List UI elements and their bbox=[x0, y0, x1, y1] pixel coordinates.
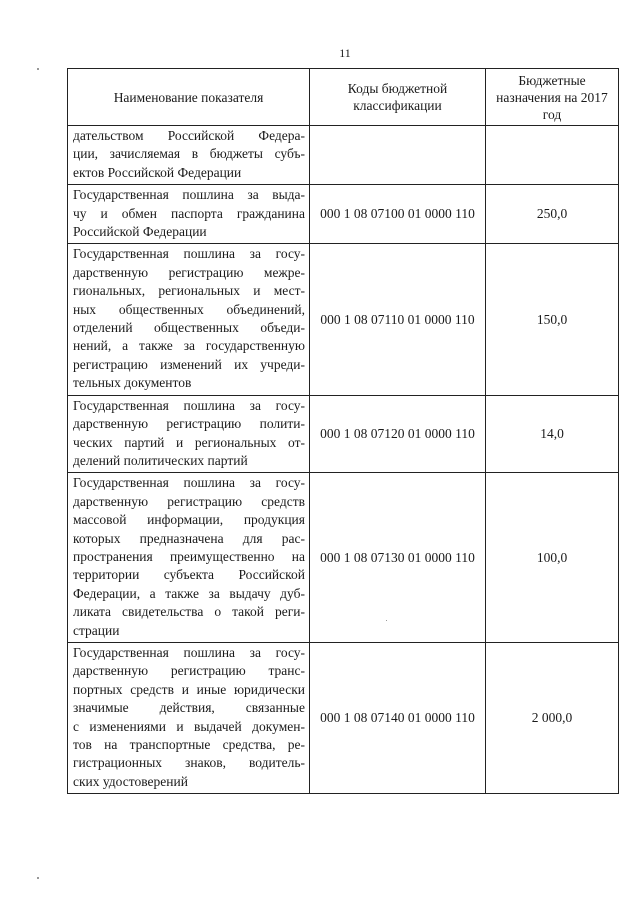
indicator-name-line: значимые действия, связанные bbox=[73, 700, 305, 716]
indicator-name-line: нений, а также за государственную bbox=[73, 338, 305, 354]
indicator-name-line: Государственная пошлина за госу- bbox=[73, 644, 305, 660]
table-row bbox=[68, 185, 619, 244]
indicator-name bbox=[68, 185, 310, 244]
indicator-name-line: портных средств и иные юридически bbox=[73, 681, 305, 697]
indicator-name-line: страции bbox=[73, 622, 120, 638]
indicator-name-line: Государственная пошлина за госу- bbox=[73, 246, 305, 262]
indicator-name-line: пространения преимущественно на bbox=[73, 548, 305, 564]
indicator-name bbox=[68, 126, 310, 185]
indicator-name-line: дательством Российской Федера- bbox=[73, 128, 305, 143]
indicator-name-line: дарственную регистрацию транс- bbox=[73, 663, 305, 679]
budget-amount bbox=[486, 126, 619, 185]
budget-code bbox=[310, 126, 486, 185]
indicator-name-line: Государственная пошлина за госу- bbox=[73, 475, 305, 491]
indicator-name-line: ных общественных объединений, bbox=[73, 301, 305, 317]
budget-code: 000 1 08 07120 01 0000 110 bbox=[310, 395, 486, 473]
budget-amount: 250,0 bbox=[486, 185, 619, 244]
budget-code: 000 1 08 07110 01 0000 110 bbox=[310, 244, 486, 395]
scan-speck bbox=[37, 877, 39, 879]
budget-amount: 100,0 bbox=[486, 473, 619, 643]
indicator-name-line: отделений общественных объеди- bbox=[73, 320, 305, 336]
table-row bbox=[68, 126, 619, 185]
table-row bbox=[68, 395, 619, 473]
indicator-name-line: ликата свидетельства о такой реги- bbox=[73, 604, 305, 620]
budget-code: 000 1 08 07100 01 0000 110 bbox=[310, 185, 486, 244]
indicator-name-line: ческих партий и региональных от- bbox=[73, 434, 305, 450]
budget-amount: 14,0 bbox=[486, 395, 619, 473]
table-row bbox=[68, 473, 619, 643]
indicator-name-line: чу и обмен паспорта гражданина bbox=[73, 205, 305, 221]
indicator-name-line: ских удостоверений bbox=[73, 773, 188, 789]
budget-code: 000 1 08 07130 01 0000 110 bbox=[310, 473, 486, 643]
table-row bbox=[68, 642, 619, 793]
indicator-name-line: делений политических партий bbox=[73, 452, 248, 468]
indicator-name-line: Федерации, а также за выдачу дуб- bbox=[73, 585, 305, 601]
budget-code: 000 1 08 07140 01 0000 110 bbox=[310, 642, 486, 793]
indicator-name-line: массовой информации, продукция bbox=[73, 512, 305, 528]
indicator-name-line: Российской Федерации bbox=[73, 224, 207, 240]
indicator-name-line: гиональных, региональных и мест- bbox=[73, 283, 305, 299]
indicator-name bbox=[68, 642, 310, 793]
page-number: 11 bbox=[339, 46, 351, 60]
indicator-name-line: ции, зачисляемая в бюджеты субъ- bbox=[73, 146, 305, 162]
indicator-name bbox=[68, 395, 310, 473]
indicator-name-line: дарственную регистрацию полити- bbox=[73, 416, 305, 432]
budget-amount: 2 000,0 bbox=[486, 642, 619, 793]
header-code: Коды бюджетной классификации bbox=[310, 69, 486, 126]
indicator-name-line: ектов Российской Федерации bbox=[73, 164, 242, 180]
indicator-name-line: Государственная пошлина за госу- bbox=[73, 397, 305, 413]
indicator-name-line: дарственную регистрацию межре- bbox=[73, 264, 305, 280]
budget-table bbox=[67, 68, 619, 794]
table-header-row bbox=[68, 69, 619, 126]
indicator-name-line: тов на транспортные средства, ре- bbox=[73, 737, 305, 752]
indicator-name-line: которых предназначена для рас- bbox=[73, 530, 305, 546]
indicator-name-line: территории субъекта Российской bbox=[73, 567, 305, 583]
indicator-name-line: дарственную регистрацию средств bbox=[73, 493, 305, 509]
indicator-name bbox=[68, 244, 310, 395]
indicator-name-line: тельных документов bbox=[73, 375, 192, 391]
indicator-name-line: регистрацию изменений их учреди- bbox=[73, 356, 305, 372]
indicator-name bbox=[68, 473, 310, 643]
table-row bbox=[68, 244, 619, 395]
scan-speck bbox=[37, 68, 39, 70]
scan-speck bbox=[386, 620, 387, 621]
header-name: Наименование показателя bbox=[68, 69, 310, 126]
header-amount: Бюджетные назначения на 2017 год bbox=[486, 69, 619, 126]
indicator-name-line: Государственная пошлина за выда- bbox=[73, 187, 305, 203]
budget-amount: 150,0 bbox=[486, 244, 619, 395]
indicator-name-line: гистрационных знаков, водитель- bbox=[73, 755, 305, 771]
indicator-name-line: с изменениями и выдачей докумен- bbox=[73, 718, 305, 734]
